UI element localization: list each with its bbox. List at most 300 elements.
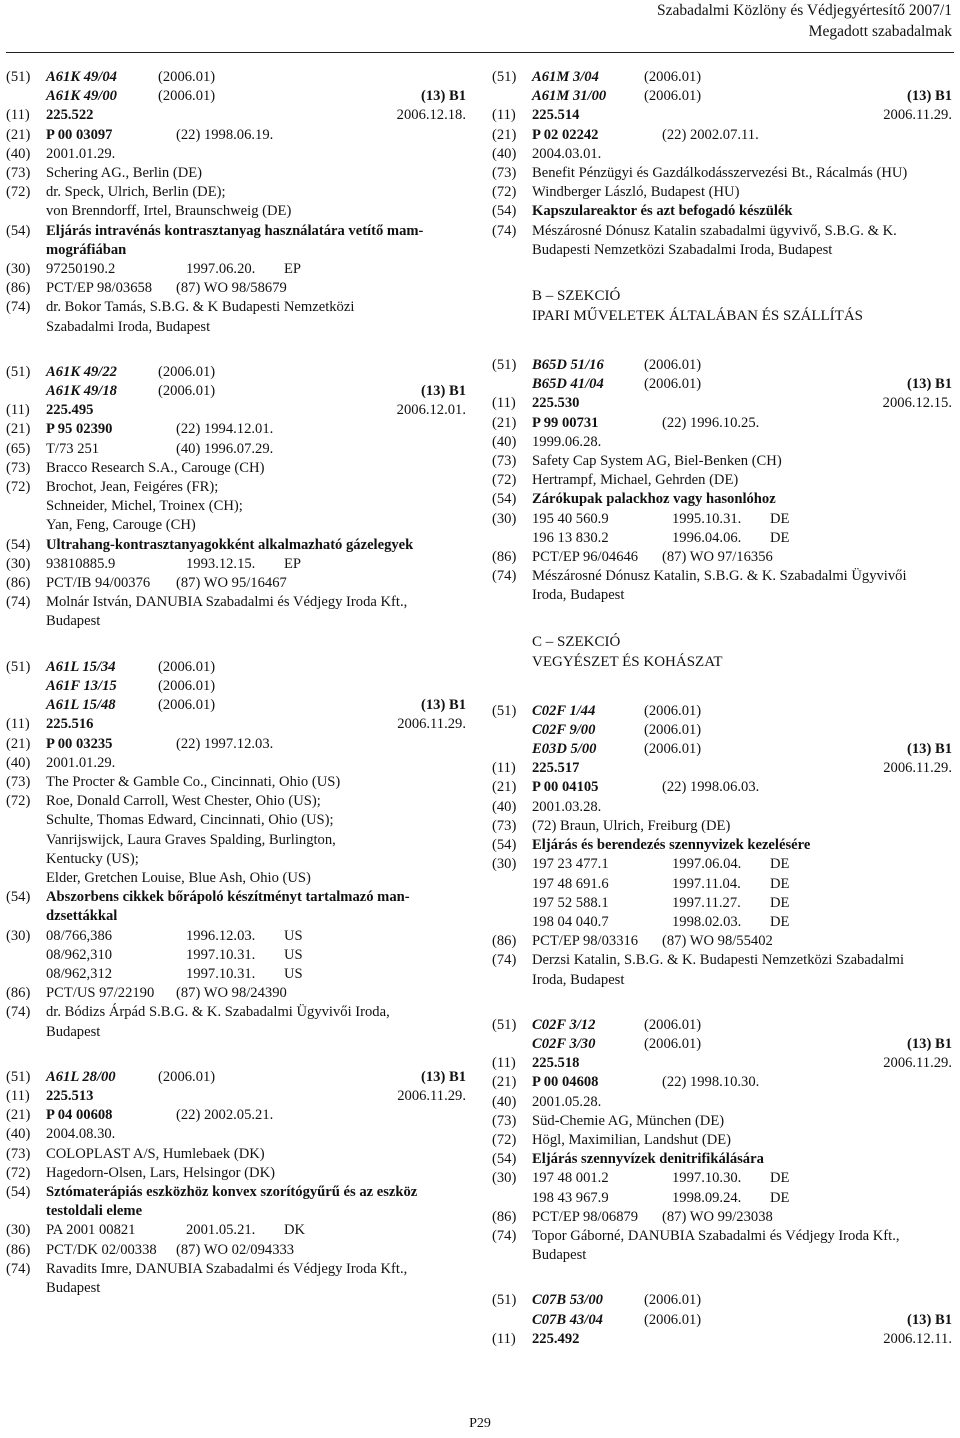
inid-code [492, 875, 532, 894]
agent: Topor Gáborné, DANUBIA Szabadalmi és Védjegy Iroda Kft., [532, 1227, 900, 1244]
inid-code: (21) [492, 414, 517, 431]
publication-row-body [532, 1093, 952, 1112]
pct-row-body [532, 1208, 952, 1227]
priority-number: PA 2001 00821 [46, 1222, 136, 1239]
inid-code: (11) [6, 107, 30, 124]
priority-line [46, 965, 466, 984]
patent-number: 225.492 [532, 1330, 580, 1347]
priority-country: US [284, 965, 303, 982]
classification-version: (2006.01) [644, 1292, 702, 1309]
agent-row-body [532, 222, 952, 260]
priority-line [532, 855, 952, 874]
inid-code [6, 965, 46, 984]
kind-code: (13) B1 [421, 383, 466, 400]
pct-line [46, 574, 466, 593]
classification-row-body [46, 68, 466, 87]
inid-code: (72) [6, 479, 31, 496]
patent-title: testoldali eleme [46, 1203, 143, 1220]
grant-date: 2006.12.11. [883, 1330, 952, 1347]
priority-country: EP [284, 261, 302, 278]
inid-code: (21) [6, 735, 31, 752]
patent-number-line [532, 106, 952, 125]
patent-number-row-body [46, 401, 466, 420]
application-row-body [46, 1106, 466, 1125]
classification-line [532, 1016, 952, 1035]
priority-row [6, 1221, 466, 1240]
inventors-row-body [46, 183, 466, 221]
classification-row-body [532, 1035, 952, 1054]
publication-row [6, 440, 466, 459]
patent-number-row-body [532, 1330, 952, 1349]
publication-row-body [46, 754, 466, 773]
patent-entry [492, 1291, 952, 1349]
inid-code [6, 946, 46, 965]
classification [46, 382, 215, 401]
inventor: von Brenndorff, Irtel, Braunschweig (DE) [46, 203, 292, 220]
priority-country: US [284, 927, 303, 944]
filing-date: (22) 1998.06.19. [176, 126, 274, 143]
inid-code: (21) [6, 1107, 31, 1124]
classification-row [6, 382, 466, 401]
title-row [492, 490, 952, 509]
inventor: Brochot, Jean, Feigéres (FR); [46, 479, 219, 496]
inid-code: (40) [492, 798, 517, 815]
classification-version: (2006.01) [158, 1068, 216, 1085]
inid-code: (86) [6, 280, 31, 297]
patent-number-row [492, 1330, 952, 1349]
filing-date: (22) 1996.10.25. [662, 414, 760, 431]
classification-row [6, 696, 466, 715]
application-number: P 00 04105 [532, 779, 599, 796]
inid-code: (51) [492, 357, 517, 374]
patent-entry [492, 356, 952, 606]
inid-code: (11) [6, 402, 30, 419]
classification-row [492, 702, 952, 721]
priority-date: 1997.11.04. [672, 875, 741, 892]
application-number: P 99 00731 [532, 414, 599, 431]
classification-line [46, 68, 466, 87]
title-row-body [532, 1150, 952, 1169]
priority-date: 1993.12.15. [186, 555, 256, 572]
grant-date: 2006.11.29. [883, 107, 952, 124]
classification-row [6, 677, 466, 696]
kind-code: (13) B1 [907, 1311, 952, 1328]
publication-row [492, 798, 952, 817]
grant-date: 2006.11.29. [883, 760, 952, 777]
pct-row [492, 1208, 952, 1227]
priority-number: 08/766,386 [46, 927, 113, 944]
patent-number: 225.522 [46, 107, 94, 124]
pct-row-body [46, 1241, 466, 1260]
classification-line [46, 658, 466, 677]
pct-row [492, 932, 952, 951]
inventor: Hertrampf, Michael, Gehrden (DE) [532, 472, 739, 489]
classification-row-body [532, 721, 952, 740]
patent-number-line [532, 1054, 952, 1073]
inventor: Vanrijswijck, Laura Graves Spalding, Burlington, [46, 831, 336, 848]
agent-row-body [532, 951, 952, 989]
application-row [492, 126, 952, 145]
classification-row-body [46, 1068, 466, 1087]
publication-row-body [46, 440, 466, 459]
priority-date: 1997.06.20. [186, 261, 256, 278]
inid-code: (40) [492, 433, 517, 450]
agent: dr. Bódizs Árpád S.B.G. & K. Szabadalmi Ügyvivői Iroda, [46, 1004, 390, 1021]
priority-country: EP [284, 555, 302, 572]
application-row-body [46, 420, 466, 439]
grant-date: 2006.12.15. [882, 395, 952, 412]
patent-number-row [6, 106, 466, 125]
section-heading-line: VEGYÉSZET ÉS KOHÁSZAT [532, 653, 723, 670]
patent-title: Eljárás és berendezés szennyvizek kezelésére [532, 837, 811, 854]
priority-country: US [284, 946, 303, 963]
pct-row-body [46, 279, 466, 298]
priority-line [46, 946, 466, 965]
priority-row [492, 1189, 952, 1208]
publication-date: 2001.01.29. [46, 145, 116, 162]
owner-row [492, 452, 952, 471]
inid-code: (54) [6, 222, 31, 239]
title-row [6, 888, 466, 926]
publication-row-body [46, 1125, 466, 1144]
agent-row [492, 951, 952, 989]
application-line [532, 778, 952, 797]
patent-number: 225.513 [46, 1087, 94, 1104]
classification-row-body [46, 382, 466, 401]
priority-country: DE [770, 894, 790, 911]
section-heading-line: IPARI MŰVELETEK ÁLTALÁBAN ÉS SZÁLLÍTÁS [532, 308, 864, 325]
classification-row-body [532, 68, 952, 87]
inid-code: (72) [492, 472, 517, 489]
section-heading [532, 632, 952, 672]
priority-row [6, 946, 466, 965]
classification-version: (2006.01) [158, 69, 216, 85]
application-line [46, 126, 466, 145]
classification-code: A61K 49/04 [46, 69, 117, 85]
inid-code: (86) [492, 1208, 517, 1225]
classification-line [532, 721, 952, 740]
application-number: P 02 02242 [532, 126, 599, 143]
classification-row-body [532, 1016, 952, 1035]
priority-row-body [46, 260, 466, 279]
inventors-row-body [46, 1164, 466, 1183]
priority-line [532, 1169, 952, 1188]
priority-line [532, 894, 952, 913]
classification-row-body [46, 363, 466, 382]
classification-row [492, 87, 952, 106]
pct-number: PCT/EP 98/03316 [532, 933, 639, 950]
patent-number-row [492, 106, 952, 125]
classification [46, 87, 215, 106]
inid-code: (51) [6, 1068, 31, 1085]
publication-row-body [532, 433, 952, 452]
kind-code: (13) B1 [907, 88, 952, 105]
classification-version: (2006.01) [158, 88, 216, 105]
wo-number: (87) WO 97/16356 [662, 549, 773, 566]
priority-row [6, 965, 466, 984]
inid-code: (54) [492, 837, 517, 854]
kind-code: (13) B1 [421, 1068, 466, 1085]
agent: dr. Bokor Tamás, S.B.G. & K Budapesti Nemzetközi [46, 299, 355, 316]
classification-line [532, 356, 952, 375]
title-row [492, 1150, 952, 1169]
owner-row [492, 164, 952, 183]
patent-number-row-body [46, 1087, 466, 1106]
classification [532, 69, 701, 85]
application-row-body [532, 126, 952, 145]
inid-code [6, 87, 46, 106]
priority-line [46, 927, 466, 946]
priority-number: 197 52 588.1 [532, 894, 609, 911]
classification [532, 87, 701, 106]
priority-country: DK [284, 1222, 306, 1239]
inid-code [6, 696, 46, 715]
classification-version: (2006.01) [644, 741, 702, 758]
inid-code: (72) [492, 1131, 517, 1148]
inventors-row [6, 183, 466, 221]
classification [46, 1068, 215, 1087]
title-row [6, 536, 466, 555]
inid-code: (86) [6, 1241, 31, 1258]
title-row-body [532, 202, 952, 221]
priority-row-body [46, 965, 466, 984]
inid-code: (73) [492, 453, 517, 470]
pct-row [492, 548, 952, 567]
kind-code: (13) B1 [907, 376, 952, 393]
classification [532, 1035, 701, 1054]
owner: Safety Cap System AG, Biel-Benken (CH) [532, 453, 782, 470]
classification-code: A61K 49/22 [46, 363, 117, 380]
agent: Derzsi Katalin, S.B.G. & K. Budapesti Nemzetközi Szabadalmi [532, 952, 905, 969]
application-row-body [46, 126, 466, 145]
application-row [492, 778, 952, 797]
owner-row-body [46, 164, 466, 183]
patent-number-row [6, 1087, 466, 1106]
inventors-row-body [532, 1131, 952, 1150]
inid-code: (54) [6, 536, 31, 553]
inid-code [492, 1035, 532, 1054]
priority-country: DE [770, 875, 790, 892]
priority-date: 1997.10.31. [186, 965, 256, 982]
priority-date: 1998.02.03. [672, 913, 742, 930]
pct-number: PCT/EP 98/06879 [532, 1208, 639, 1225]
agent-row [6, 298, 466, 336]
classification-row-body [532, 356, 952, 375]
publication-row [492, 145, 952, 164]
inid-code: (30) [6, 261, 31, 278]
inventor: Högl, Maximilian, Landshut (DE) [532, 1131, 732, 1148]
priority-row-body [532, 1189, 952, 1208]
classification-row-body [532, 1291, 952, 1310]
classification [46, 696, 215, 715]
priority-country: DE [770, 529, 790, 546]
publication-row-body [532, 798, 952, 817]
application-line [532, 1073, 952, 1092]
application-line [532, 126, 952, 145]
owner-row-body [532, 452, 952, 471]
title-row [6, 222, 466, 260]
application-row-body [532, 778, 952, 797]
classification-line [532, 68, 952, 87]
pct-number: PCT/EP 96/04646 [532, 549, 639, 566]
pct-row [6, 984, 466, 1003]
priority-row-body [532, 875, 952, 894]
inventors-row [6, 1164, 466, 1183]
inid-code: (72) [6, 1164, 31, 1181]
patent-number: 225.514 [532, 107, 580, 124]
inventor: dr. Speck, Ulrich, Berlin (DE); [46, 184, 226, 201]
classification-line [46, 1068, 466, 1087]
application-row [6, 1106, 466, 1125]
patent-number: 225.495 [46, 402, 94, 419]
priority-date: 2001.05.21. [186, 1222, 256, 1239]
classification-row [492, 1035, 952, 1054]
classification-line [532, 1035, 952, 1054]
agent-row [492, 567, 952, 605]
priority-number: 197 23 477.1 [532, 856, 609, 873]
classification-row-body [532, 375, 952, 394]
classification-version: (2006.01) [644, 376, 702, 393]
inid-code: (40) [6, 1126, 31, 1143]
classification-line [46, 696, 466, 715]
inid-code [492, 375, 532, 394]
inid-code: (74) [492, 222, 517, 239]
inid-code: (40) [492, 1093, 517, 1110]
inid-code: (11) [492, 1330, 516, 1347]
application-row [6, 420, 466, 439]
publication-date: 2004.08.30. [46, 1126, 116, 1143]
classification-version: (2006.01) [644, 1311, 702, 1328]
publication-date: (40) 1996.07.29. [176, 440, 274, 457]
inventors-row [492, 471, 952, 490]
patent-entry [6, 658, 466, 1042]
pct-line [46, 1241, 466, 1260]
classification-line [46, 382, 466, 401]
inid-code: (54) [492, 1151, 517, 1168]
priority-line [532, 1189, 952, 1208]
pct-row-body [46, 574, 466, 593]
patent-number-line [46, 1087, 466, 1106]
classification-row [492, 1291, 952, 1310]
patent-title: Eljárás szennyvízek denitrifikálására [532, 1151, 764, 1168]
classification [46, 678, 215, 694]
application-number: P 95 02390 [46, 421, 113, 438]
inventor: Hagedorn-Olsen, Lars, Helsingor (DK) [46, 1164, 275, 1181]
classification-code: C07B 43/04 [532, 1311, 603, 1328]
filing-date: (22) 2002.05.21. [176, 1107, 274, 1124]
classification-code: A61L 28/00 [46, 1068, 116, 1085]
patent-number-row-body [46, 106, 466, 125]
classification-code: E03D 5/00 [532, 741, 597, 758]
classification [532, 722, 701, 738]
agent-row [492, 222, 952, 260]
agent: Molnár István, DANUBIA Szabadalmi és Védjegy Iroda Kft., [46, 594, 408, 611]
agent-row [6, 1260, 466, 1298]
journal-title: Szabadalmi Közlöny és Védjegyértesítő 2007/1 [656, 2, 952, 19]
application-line [46, 420, 466, 439]
inid-code: (51) [492, 69, 517, 85]
inid-code: (72) [492, 184, 517, 201]
patent-title: Ultrahang-kontrasztanyagokként alkalmazható gázelegyek [46, 536, 414, 553]
section-heading-line: B – SZEKCIÓ [532, 288, 621, 305]
patent-number-line [532, 1330, 952, 1349]
classification-row [6, 87, 466, 106]
classification-version: (2006.01) [644, 88, 702, 105]
classification-code: A61L 15/48 [46, 697, 116, 714]
inventor: Windberger László, Budapest (HU) [532, 184, 740, 201]
priority-line [532, 913, 952, 932]
agent-row-body [46, 298, 466, 336]
agent: Ravadits Imre, DANUBIA Szabadalmi és Védjegy Iroda Kft., [46, 1260, 408, 1277]
title-row-body [532, 490, 952, 509]
patent-entry [6, 68, 466, 337]
classification-line [46, 363, 466, 382]
publication-row [492, 1093, 952, 1112]
inid-code: (74) [492, 568, 517, 585]
priority-date: 1998.09.24. [672, 1189, 742, 1206]
owner-row [6, 1145, 466, 1164]
application-row-body [532, 1073, 952, 1092]
section-heading [532, 286, 952, 326]
patent-number: 225.518 [532, 1055, 580, 1072]
priority-row-body [46, 927, 466, 946]
inid-code: (30) [6, 555, 31, 572]
priority-number: 97250190.2 [46, 261, 116, 278]
inid-code: (11) [492, 395, 516, 412]
owner-row-body [532, 164, 952, 183]
priority-row [492, 855, 952, 874]
classification-code: B65D 41/04 [532, 376, 604, 393]
publication-line [46, 440, 466, 459]
priority-number: 08/962,310 [46, 946, 113, 963]
pct-row [6, 574, 466, 593]
owner-row-body [532, 817, 952, 836]
priority-line [532, 510, 952, 529]
inid-code: (73) [492, 817, 517, 834]
title-row [492, 202, 952, 221]
patent-number-row-body [532, 106, 952, 125]
inid-code: (30) [6, 927, 31, 944]
section-title: Megadott szabadalmak [808, 23, 952, 40]
priority-number: 197 48 001.2 [532, 1170, 609, 1187]
patent-number: 225.530 [532, 395, 580, 412]
inid-code: (54) [6, 889, 31, 906]
agent: Szabadalmi Iroda, Budapest [46, 318, 211, 335]
priority-number: 198 04 040.7 [532, 913, 609, 930]
priority-line [532, 529, 952, 548]
classification-line [46, 677, 466, 696]
publication-date: 1999.06.28. [532, 433, 602, 450]
classification [46, 659, 215, 675]
priority-row [492, 913, 952, 932]
inventor: Yan, Feng, Carouge (CH) [46, 517, 196, 534]
inid-code [492, 1311, 532, 1330]
inid-code: (73) [492, 165, 517, 182]
agent: Mészárosné Dónusz Katalin, S.B.G. & K. Szabadalmi Ügyvivői [532, 568, 907, 585]
patent-title: Kapszulareaktor és azt befogadó készülék [532, 203, 793, 220]
publication-date: 2001.01.29. [46, 754, 116, 771]
inid-code: (21) [492, 126, 517, 143]
patent-number-line [46, 106, 466, 125]
inventor: Elder, Gretchen Louise, Blue Ash, Ohio (US) [46, 869, 311, 886]
title-row-body [46, 536, 466, 555]
agent: Iroda, Budapest [532, 971, 625, 988]
inid-code: (73) [6, 1145, 31, 1162]
inid-code: (30) [6, 1222, 31, 1239]
classification-line [532, 87, 952, 106]
priority-date: 1997.06.04. [672, 856, 742, 873]
classification-row-body [532, 87, 952, 106]
